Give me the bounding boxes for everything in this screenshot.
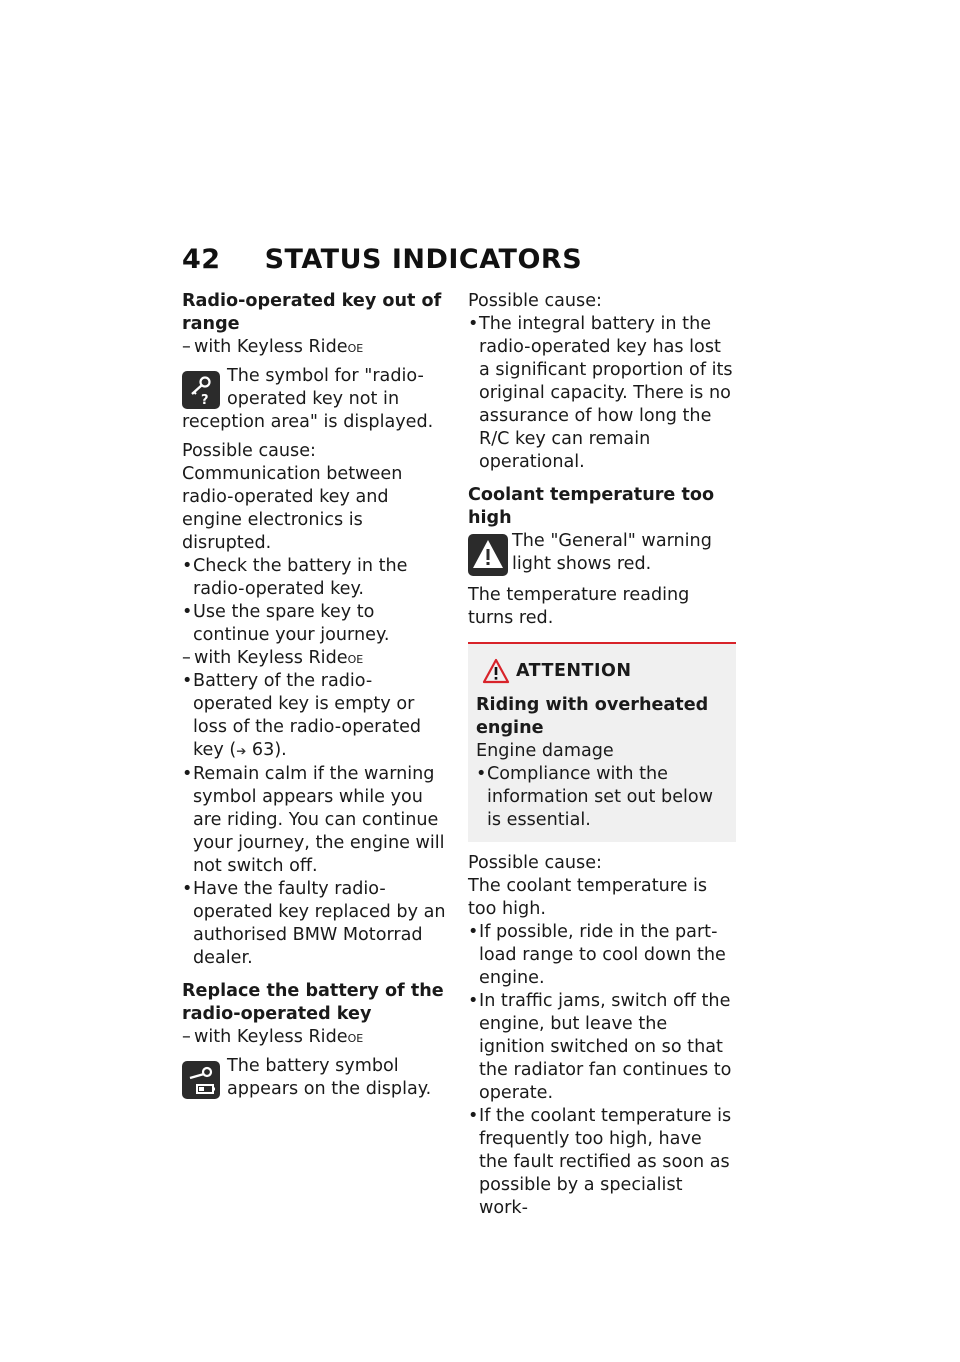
warning-triangle-icon xyxy=(468,534,508,576)
symbol-paragraph xyxy=(182,365,450,434)
warning-description: The "General" warning light shows red. xyxy=(512,531,712,574)
option-note: – with Keyless Ride OE xyxy=(182,337,364,357)
dash-marker: – xyxy=(182,1027,191,1047)
list-item: • If the coolant temperature is frequently too high, have the fault rectified as soon as possible by a specialist work- xyxy=(468,1105,736,1220)
list-item: • Have the faulty radio-operated key replaced by an authorised BMW Motorrad dealer. xyxy=(182,878,450,970)
attention-box xyxy=(468,642,736,842)
cause-label: Possible cause: xyxy=(182,441,316,461)
key-battery-icon xyxy=(182,1061,220,1099)
option-note-text: with Keyless Ride xyxy=(194,337,348,357)
cause-label: Possible cause: xyxy=(468,853,602,873)
heading-key-out-of-range: Radio-operated key out of range xyxy=(182,291,442,334)
attention-triangle-icon xyxy=(482,658,510,684)
attention-subtitle: Riding with overheated engine xyxy=(476,695,709,738)
option-note: – with Keyless Ride OE xyxy=(182,1027,364,1047)
list-item: • Remain calm if the warning symbol appears while you are riding. You can continue your journey, the engine will not switch off. xyxy=(182,763,450,878)
symbol-paragraph xyxy=(182,1055,450,1101)
list-item: • Check the battery in the radio-operated key. xyxy=(182,555,450,601)
option-note-text: with Keyless Ride xyxy=(194,648,348,668)
page-number: 42 xyxy=(182,244,221,275)
heading-replace-battery: Replace the battery of the radio-operated key xyxy=(182,981,444,1024)
page-header xyxy=(182,244,582,278)
right-column xyxy=(468,290,736,1220)
list-item-text: ). xyxy=(274,740,287,760)
page-ref-arrow-icon: ➔ xyxy=(236,744,247,758)
svg-text:?: ? xyxy=(201,393,209,406)
attention-consequence: Engine damage xyxy=(476,741,614,761)
dash-marker: – xyxy=(182,648,191,668)
page-ref-link[interactable]: 63 xyxy=(251,740,275,760)
list-item: • The integral battery in the radio-operated key has lost a significant proportion of its original capacity. There is no assurance of how long the R/C key can remain operational. xyxy=(468,313,736,474)
key-question-icon xyxy=(182,371,220,409)
list-item-text: Battery of the radio-operated key is empty or loss of the radio-operated key ( xyxy=(193,671,422,760)
symbol-paragraph xyxy=(468,530,736,576)
symbol-description: The symbol for "radio-operated key not in reception area" is displayed. xyxy=(182,366,434,432)
list-item: • Compliance with the information set out below is essential. xyxy=(476,763,728,832)
option-note-text: with Keyless Ride xyxy=(194,1027,348,1047)
attention-title-text: ATTENTION xyxy=(516,660,632,681)
section-title: STATUS INDICATORS xyxy=(264,244,583,275)
cause-label: Possible cause: xyxy=(468,291,602,311)
temperature-text: The temperature reading turns red. xyxy=(468,585,690,628)
attention-title xyxy=(476,658,728,684)
cause-text: Communication between radio-operated key and engine electronics is disrupted. xyxy=(182,464,403,553)
attention-body xyxy=(476,694,728,832)
cause-text: The coolant temperature is too high. xyxy=(468,876,708,919)
list-item: • If possible, ride in the part-load range to cool down the engine. xyxy=(468,921,736,990)
heading-coolant-temperature: Coolant temperature too high xyxy=(468,485,715,528)
list-item: • In traffic jams, switch off the engine, but leave the ignition switched on so that the radiator fan continues to operate. xyxy=(468,990,736,1105)
list-item xyxy=(182,670,450,763)
option-note: – with Keyless Ride OE xyxy=(182,648,364,668)
symbol-description: The battery symbol appears on the display. xyxy=(227,1056,432,1099)
dash-marker: – xyxy=(182,337,191,357)
list-item: • Use the spare key to continue your journey. xyxy=(182,601,450,647)
left-column xyxy=(182,290,450,1101)
